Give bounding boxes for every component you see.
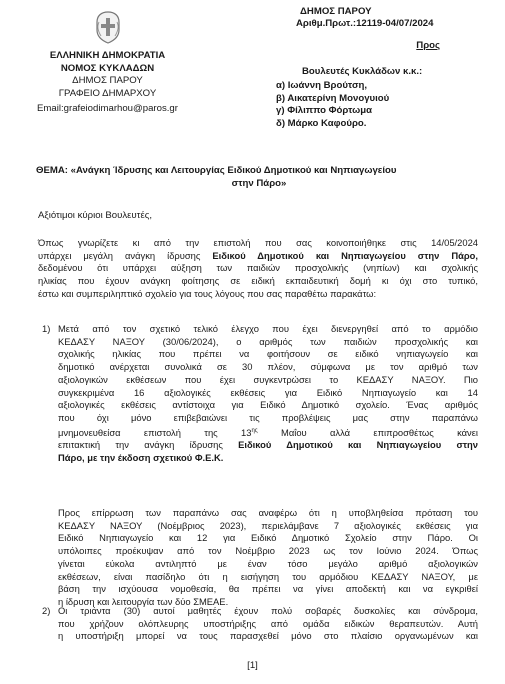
list-number: 2): [42, 605, 51, 616]
recipient-item: δ) Μάρκο Καφούρο.: [276, 118, 367, 130]
list-item: [42, 605, 478, 643]
text-line: Μετά από τον σχετικό τελικό έλεγχο που έχει διενεργηθεί από το αρμόδιο: [58, 323, 478, 334]
text-line: γίνεται εύκολα αντιληπτό με έναν τόσο μεγάλο αριθμό αξιολογικών: [58, 557, 478, 569]
text-line: Ειδικό Νηπιαγωγείο και 12 για Ειδικό Δημοτικό Σχολείο στην Πάρο. Οι: [58, 532, 478, 544]
text-line: Όπως γνωρίζετε κι από την επιστολή που σας κοινοποιήθηκε στις 14/05/2024: [38, 237, 478, 248]
text-line: που όχι μόνο επιβεβαιώνει τις προβλέψεις μας στην παραπάνω: [58, 411, 478, 423]
sender-email: Email:grafeiodimarhou@paros.gr: [37, 103, 178, 115]
text-line: Πάρο, με την έκδοση σχετικού Φ.Ε.Κ.: [58, 452, 224, 464]
subject-line: [36, 165, 482, 190]
superscript: ης: [251, 427, 258, 434]
text-line: [58, 425, 478, 440]
org-line: ΔΗΜΟΣ ΠΑΡΟΥ: [72, 75, 143, 87]
recipient-item: γ) Φίλιππο Φόρτωμα: [276, 105, 372, 117]
text-line: [38, 250, 478, 263]
text-line: έστω και συμπεριληπτικό σχολείο για τους λόγους που σας παραθέτω παρακάτω:: [38, 287, 377, 299]
text-line: ΚΕΔΑΣΥ ΝΑΞΟΥ (30/06/2024), ο αριθμός των παιδιών προσχολικής και: [58, 335, 478, 347]
sender-header: [10, 50, 205, 116]
text-line: η ίδρυση και λειτουργία των δύο ΣΜΕΑΕ.: [58, 595, 229, 607]
subject-line-2: στην Πάρο»: [231, 177, 287, 189]
text-line: εκθέσεων, είναι πασίδηλο ότι η εισήγηση του αρμόδιου ΚΕΔΑΣΥ ΝΑΞΟΥ, με: [58, 570, 478, 582]
org-line: ΕΛΛΗΝΙΚΗ ΔΗΜΟΚΡΑΤΙΑ: [49, 50, 166, 61]
bold-text: Ειδικού Δημοτικού και Νηπιαγωγείου στην: [238, 439, 478, 451]
protocol-number: Αριθμ.Πρωτ.:12119-04/07/2024: [296, 18, 434, 30]
subject-line-1: ΘΕΜΑ: «Ανάγκη Ίδρυσης και Λειτουργίας Ειδικού Δημοτικού και Νηπιαγωγείου: [36, 165, 397, 176]
bold-text: Ειδικού Δημοτικού και Νηπιαγωγείου στην Πάρο,: [212, 249, 478, 261]
greeting: Αξιότιμοι κύριοι Βουλευτές,: [38, 210, 153, 221]
recipient-item: α) Ιωάννη Βρούτση,: [276, 79, 368, 91]
text-line: υπόλοιπες προέκυψαν από τον Νοέμβριο 2023 ως τον Ιούνιο 2024. Όπως: [58, 545, 478, 557]
recipients-block: [270, 66, 500, 131]
text-line: που χρήζουν ολόπλευρης υποστήριξης από ομάδα ειδικών θεραπευτών. Αυτή: [58, 617, 478, 629]
text-line: η υποστήριξη μπορεί να τους παρασχεθεί μόνο στο πλαίσιο οργανωμένων και: [58, 630, 478, 642]
text-line: σχολικής ηλικίας που πρέπει να φοιτήσουν σε ειδικό νηπιαγωγείο και: [58, 348, 478, 360]
recipient-item: β) Αικατερίνη Μονογυιού: [276, 92, 390, 104]
text-line: ΚΕΔΑΣΥ ΝΑΞΟΥ (Νοέμβριος 2023), περιελάμβανε 7 αξιολογικές εκθέσεις για: [58, 519, 478, 531]
text-span: επιτακτική την ανάγκη ίδρυσης: [58, 439, 239, 451]
text-line: [58, 439, 478, 452]
text-line: Προς επίρρωση των παραπάνω σας αναφέρω ότι η υποβληθείσα πρόταση του: [58, 507, 478, 518]
text-line: δημοτικό ανέρχεται συνολικά σε 30 πλέον, σύμφωνα με τον αριθμό των: [58, 361, 478, 373]
text-line: ηλικίας που έχουν ανάγκη φοίτησης σε ειδική εκπαιδευτική δομή κι όχι στο τυπικό,: [38, 275, 478, 287]
text-line: Οι τριάντα (30) αυτοί μαθητές έχουν πολύ σοβαρές δυσκολίες και σύνδρομα,: [58, 605, 478, 616]
text-line: αξιολογικές εκθέσεις αντίστοιχα για Ειδικό Δημοτικό σχολείο. Ένας αριθμός: [58, 399, 478, 411]
intro-paragraph: [38, 237, 478, 301]
protocol-block: [296, 6, 500, 31]
text-span: μνημονευθείσα επιστολή της 13: [58, 426, 252, 438]
org-line: ΝΟΜΟΣ ΚΥΚΛΑΔΩΝ: [60, 62, 155, 74]
org-line: ΓΡΑΦΕΙΟ ΔΗΜΑΡΧΟΥ: [58, 87, 157, 99]
recipients-title: Βουλευτές Κυκλάδων κ.κ.:: [302, 66, 423, 77]
to-label: Προς: [416, 40, 440, 51]
text-span: υπάρχει μεγάλη ανάγκη ίδρυσης: [38, 249, 213, 261]
sender-name: ΔΗΜΟΣ ΠΑΡΟΥ: [300, 6, 372, 17]
page-number: [1]: [247, 660, 258, 671]
text-line: συγκεκριμένα 16 αξιολογικές εκθέσεις για Ειδικό Νηπιαγωγείο και 14: [58, 386, 478, 398]
greek-coat-of-arms-icon: [92, 10, 124, 44]
list-item-continuation: [58, 507, 478, 609]
text-line: αξιολογικών εκθέσεων που έχει συγκεντρώσει το ΚΕΔΑΣΥ ΝΑΞΟΥ. Πιο: [58, 373, 478, 385]
list-item: [42, 323, 479, 465]
list-number: 1): [42, 323, 51, 334]
text-line: βάση την ισχύουσα νομοθεσία, θα πρέπει να γίνει αποδεκτή και να εγκριθεί: [58, 583, 478, 595]
text-line: δεδομένου ότι υπάρχει αύξηση των παιδιών προσχολικής (νηπίων) και σχολικής: [38, 262, 478, 274]
text-span: Μαΐου αλλά επιπροσθέτως κάνει: [257, 426, 479, 438]
